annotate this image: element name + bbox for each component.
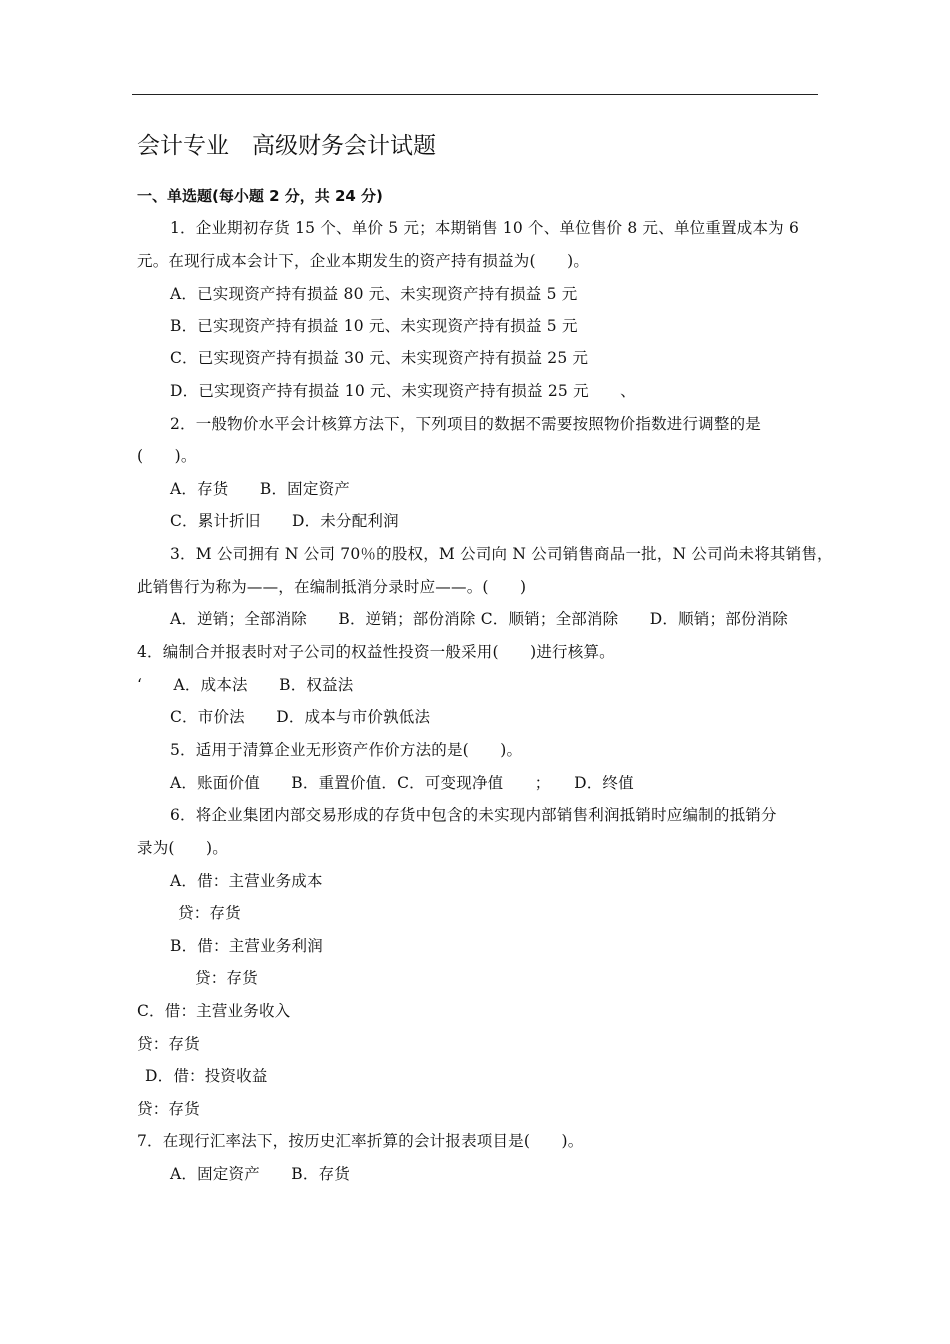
question-3-line-2: 此销售行为称为——，在编制抵消分录时应——。( ) [137, 578, 527, 596]
question-6-option-c-debit: C．借：主营业务收入 [137, 1002, 291, 1020]
question-5-line-1: 5．适用于清算企业无形资产作价方法的是( )。 [170, 741, 523, 759]
question-6-line-1: 6．将企业集团内部交易形成的存货中包含的未实现内部销售利润抵销时应编制的抵销分 [170, 806, 777, 824]
question-7-options-ab: A．固定资产 B．存货 [170, 1165, 350, 1183]
question-2-options-cd: C．累计折旧 D．未分配利润 [170, 512, 399, 530]
header-rule [132, 94, 818, 95]
question-3-options: A．逆销；全部消除 B．逆销；部份消除 C．顺销；全部消除 D．顺销；部份消除 [170, 610, 789, 628]
page-title: 会计专业 高级财务会计试题 [137, 133, 436, 159]
question-6-option-a-credit: 贷：存货 [178, 904, 241, 922]
question-6-line-2: 录为( )。 [137, 839, 228, 857]
question-7-line-1: 7．在现行汇率法下，按历史汇率折算的会计报表项目是( )。 [137, 1132, 584, 1150]
question-1-line-1: 1．企业期初存货 15 个、单价 5 元；本期销售 10 个、单位售价 8 元、单位重置成本为 6 [170, 219, 800, 237]
question-1-option-b: B．已实现资产持有损益 10 元、未实现资产持有损益 5 元 [170, 317, 578, 335]
question-5-options: A．账面价值 B．重置价值．C．可变现净值 ； D．终值 [170, 774, 634, 792]
question-2-options-ab: A．存货 B．固定资产 [170, 480, 350, 498]
question-6-option-b-credit: 贷：存货 [195, 969, 258, 987]
question-4-options-cd: C．市价法 D．成本与市价孰低法 [170, 708, 431, 726]
question-1-option-d: D．已实现资产持有损益 10 元、未实现资产持有损益 25 元 、 [170, 382, 636, 400]
question-3-line-1: 3．M 公司拥有 N 公司 70％的股权，M 公司向 N 公司销售商品一批，N 公司尚未将其销售， [170, 545, 833, 563]
section-heading: 一、单选题(每小题 2 分，共 24 分) [137, 187, 383, 205]
question-4-line-1: 4．编制合并报表时对子公司的权益性投资一般采用( )进行核算。 [137, 643, 615, 661]
question-6-option-d-credit: 贷：存货 [137, 1100, 200, 1118]
question-2-line-1: 2．一般物价水平会计核算方法下，下列项目的数据不需要按照物价指数进行调整的是 [170, 415, 761, 433]
question-2-line-2: ( )。 [137, 447, 197, 465]
question-1-option-a: A．已实现资产持有损益 80 元、未实现资产持有损益 5 元 [170, 285, 578, 303]
question-6-option-a-debit: A．借：主营业务成本 [170, 872, 323, 890]
question-4-options-ab: ‘ A．成本法 B．权益法 [137, 676, 354, 694]
question-6-option-d-debit: D．借：投资收益 [145, 1067, 268, 1085]
question-6-option-c-credit: 贷：存货 [137, 1035, 200, 1053]
question-1-option-c: C．已实现资产持有损益 30 元、未实现资产持有损益 25 元 [170, 349, 589, 367]
question-6-option-b-debit: B．借：主营业务利润 [170, 937, 323, 955]
question-1-line-2: 元。在现行成本会计下，企业本期发生的资产持有损益为( )。 [137, 252, 590, 270]
